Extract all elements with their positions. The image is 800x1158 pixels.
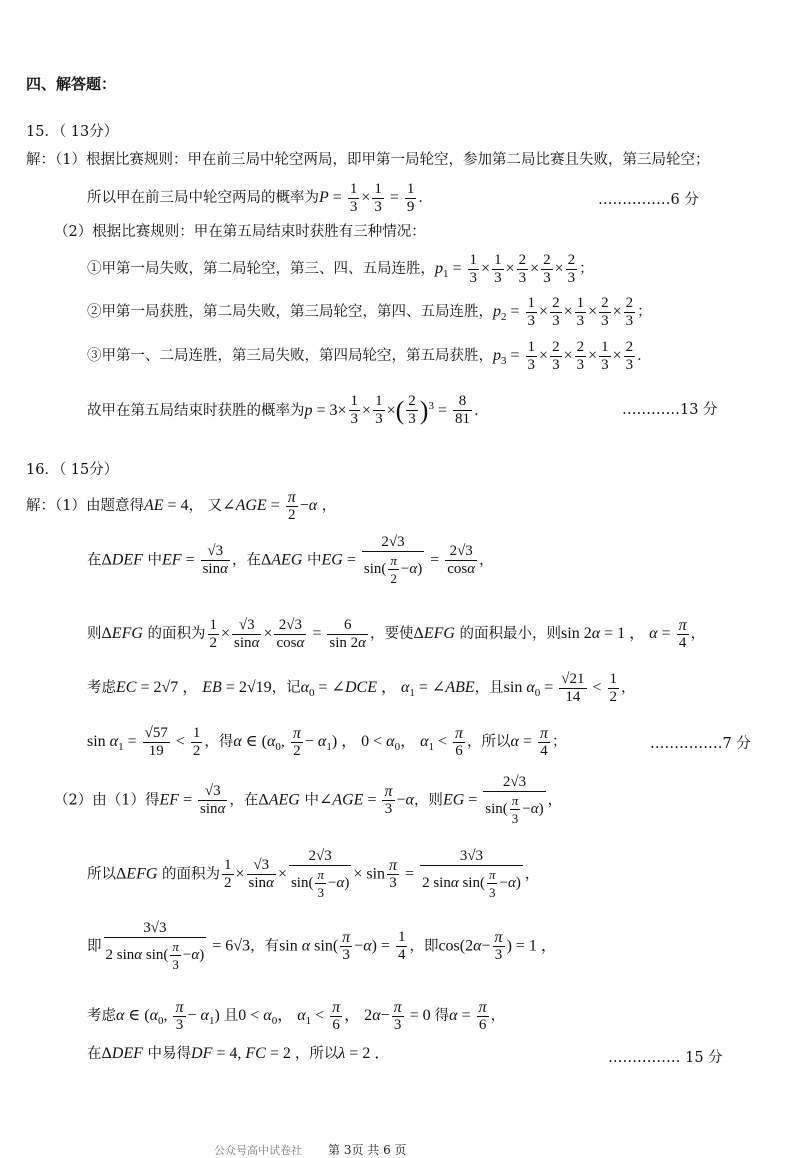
q15-header: 15．（ 13分） — [26, 124, 119, 140]
q16-header: 16．（ 15分） — [26, 462, 119, 478]
q15-case-3: ③甲第一、二局连胜，第三局失败，第四局轮空，第五局获胜，$p_3$ = $\frac{1}{3}$ × $\frac{2}{3}$ × $\frac{2}{3}$ × $\frac{1}{3}$ × $\frac{2}{3}$ ． — [87, 338, 652, 373]
q16-score-2: …………… 15 分 — [608, 1050, 723, 1066]
q15-case-1: ①甲第一局失败，第二局轮空，第三、四、五局连胜，$p_1$ = $\frac{1}{3}$ × $\frac{1}{3}$ × $\frac{2}{3}$ × $\frac{2}{3}$ × $\frac{2}{3}$ ； — [87, 251, 594, 286]
q16-line-2: 在ΔDEF 中EF = $\frac{√3}{\sin\alpha}$ ，在ΔAEG 中EG = 2√3 sin( $\frac{\pi}{2}$ −α) = $\frac{2√3}{\cos\alpha}$ ， — [87, 534, 494, 586]
q15-score-1: ……………6 分 — [598, 192, 699, 208]
q16-line-10: 在ΔDEF 中易得DF = 4, FC = 2 ，所以λ = 2 ． — [87, 1045, 391, 1062]
footer-page-number: 第 3页 共 6 页 — [328, 1143, 407, 1157]
q15-case-2: ②甲第一局获胜，第二局失败，第三局轮空，第四、五局连胜，$p_2$ = $\frac{1}{3}$ × $\frac{2}{3}$ × $\frac{1}{3}$ × $\frac{2}{3}$ × $\frac{2}{3}$ ； — [87, 294, 652, 329]
q16-line-4: 考虑EC = 2√7 ， EB = 2√19，记$\alpha_0$ = ∠DCE ， $\alpha_1$ = ∠ABE，且$\sin \alpha_0$ = $\frac{√21}{14}$ < $\frac{1}{2}$ ， — [87, 670, 636, 705]
q16-line-7: 所以ΔEFG 的面积为 $\frac{1}{2}$ × $\frac{√3}{\sin\alpha}$ × 2√3 sin( $\frac{\pi}{3}$ −α) × sin $\frac{\pi}{3}$ = 3√3 2 sinα sin( $\frac{\pi}{3}$ −α) ， — [87, 848, 540, 900]
q16-line-8: 即 3√3 2 sinα sin( $\frac{\pi}{3}$ −α) = 6√3，有sin α sin( $\frac{\pi}{3}$ −α) = $\frac{1}{4}$ ，即cos(2α− $\frac{\pi}{3}$ ) = 1 ， — [87, 920, 557, 972]
footer-watermark: 公众号高中试卷社 — [214, 1144, 302, 1157]
q16-line-1: 解：（1）由题意得AE = 4， 又∠AGE = $\frac{\pi}{2}$ −α ， — [26, 488, 337, 523]
q15-line-2: 所以甲在前三局中轮空两局的概率为P = $\frac{1}{3}$ × $\frac{1}{3}$ = $\frac{1}{9}$ ． — [87, 180, 433, 215]
q16-line-3: 则ΔEFG 的面积为 $\frac{1}{2}$ × $\frac{√3}{\sin\alpha}$ × $\frac{2√3}{\cos\alpha}$ = $\frac{6}{\sin 2\alpha}$ ，要使ΔEFG 的面积最小，则sin 2α = 1 ， α = $\frac{\pi}{4}$ ， — [87, 616, 706, 651]
q16-score-1: ……………7 分 — [650, 736, 751, 752]
q15-line-1: 解：（1）根据比赛规则：甲在前三局中轮空两局，即甲第一局轮空，参加第二局比赛且失败，第三局轮空； — [26, 152, 710, 168]
q16-line-5: $\sin \alpha_1$ = $\frac{√57}{19}$ < $\frac{1}{2}$ ，得α ∈ ($\alpha_0$, $\frac{\pi}{2}$ − $\alpha_1$) ， $0 < \alpha_0$， $\alpha_1$ < $\frac{\pi}{6}$ ，所以α = $\frac{\pi}{4}$ ； — [87, 724, 567, 759]
q16-line-6: （2）由（1）得EF = $\frac{√3}{\sin\alpha}$ ，在ΔAEG 中∠AGE = $\frac{\pi}{3}$ −α，则EG = 2√3 sin( $\frac{\pi}{3}$ −α) ， — [54, 774, 563, 826]
q15-line-7: 故甲在第五局结束时获胜的概率为p = 3× $\frac{1}{3}$ × $\frac{1}{3}$ ×( $\frac{2}{3}$ )$^3$ = $\frac{8}{81}$ ． — [87, 393, 489, 428]
q15-line-3: （2）根据比赛规则：甲在第五局结束时获胜有三种情况： — [54, 224, 426, 240]
section-heading: 四、解答题： — [26, 75, 117, 93]
q16-line-9: 考虑α ∈ ($\alpha_0$, $\frac{\pi}{3}$ − $\alpha_1$) 且$0 < \alpha_0$， $\alpha_1$ < $\frac{\pi}{6}$ ， 2α− $\frac{\pi}{3}$ = 0 得α = $\frac{\pi}{6}$ ， — [87, 998, 506, 1033]
q15-score-2: …………13 分 — [622, 402, 718, 418]
